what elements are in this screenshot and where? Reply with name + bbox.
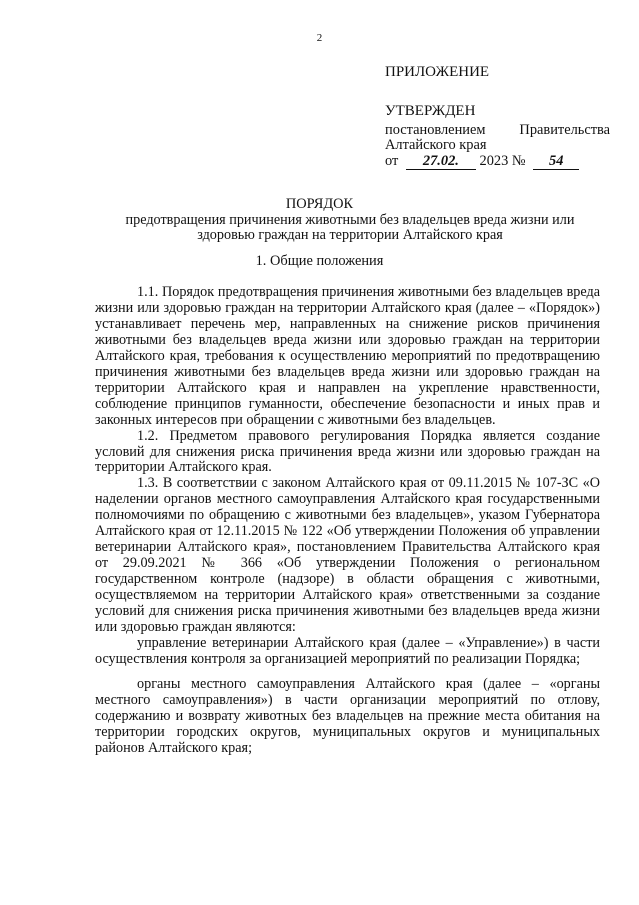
page-number: 2	[316, 32, 323, 44]
decree-number-field: 54	[533, 154, 579, 170]
document-title: ПОРЯДОК	[285, 196, 354, 212]
list-item-local-government: органы местного самоуправления Алтайского края (далее – «органы местного самоуправления») в части организации мероприятий по отлову, содержанию и возврату животных без владельцев на прежние места обитания на территории городских округов, муниципальных округов и муниципальных районов Алтайского края;	[95, 675, 600, 756]
approved-label: УТВЕРЖДЕН	[385, 103, 476, 119]
paragraph-1-3: 1.3. В соответствии с законом Алтайского края от 09.11.2015 № 107-ЗС «О наделении органов местного самоуправления Алтайского края государственными полномочиями по обращению с животными без владельцев», указом Губернатора Алтайского края от 12.11.2015 № 122 «Об утверждении Положения об управлении ветеринарии Алтайского края», постановлением Правительства Алтайского края от 29.09.2021 № 366 «Об утверждении Положения о региональном государственном контроле (надзоре) в области обращения с животными, осуществляемом на территории Алтайского края» ответственными за создание условий для снижения риска причинения животными без владельцев вреда жизни или здоровью граждан являются:	[95, 475, 600, 636]
decree-date-field: 27.02.	[406, 154, 476, 170]
document-body	[95, 285, 600, 757]
decree-year: 2023 №	[479, 153, 526, 169]
appendix-label: ПРИЛОЖЕНИЕ	[385, 64, 490, 80]
decree-line: постановлением Правительства	[385, 122, 610, 138]
section-heading: 1. Общие положения	[255, 253, 384, 269]
paragraph-1-1: 1.1. Порядок предотвращения причинения животными без владельцев вреда жизни или здоровью граждан на территории Алтайского края (далее – «Порядок») устанавливает перечень мер, направленных на снижение рисков причинения животными без владельцев вреда жизни или здоровью граждан на территории Алтайского края, требования к осуществлению мероприятий по предотвращению причинения животными без владельцев вреда жизни или здоровью граждан на территории Алтайского края и направлен на укрепление нравственности, соблюдение принципов гуманности, обеспечение безопасности и иных прав и законных интересов при обращении с животными без владельцев.	[95, 284, 600, 428]
decree-date-line	[385, 154, 610, 170]
approval-block	[385, 60, 610, 170]
list-item-veterinary: управление ветеринарии Алтайского края (далее – «Управление») в части осуществления контроля за организацией мероприятий по реализации Порядка;	[95, 634, 600, 667]
document-subtitle: предотвращения причинения животными без владельцев вреда жизни или здоровью граждан на территории Алтайского края	[125, 212, 575, 243]
paragraph-1-2: 1.2. Предметом правового регулирования Порядка является создание условий для снижения риска причинения вреда жизни или здоровью граждан на территории Алтайского края.	[95, 427, 600, 476]
decree-authority: Алтайского края	[385, 137, 487, 153]
date-prefix: от	[385, 153, 399, 169]
